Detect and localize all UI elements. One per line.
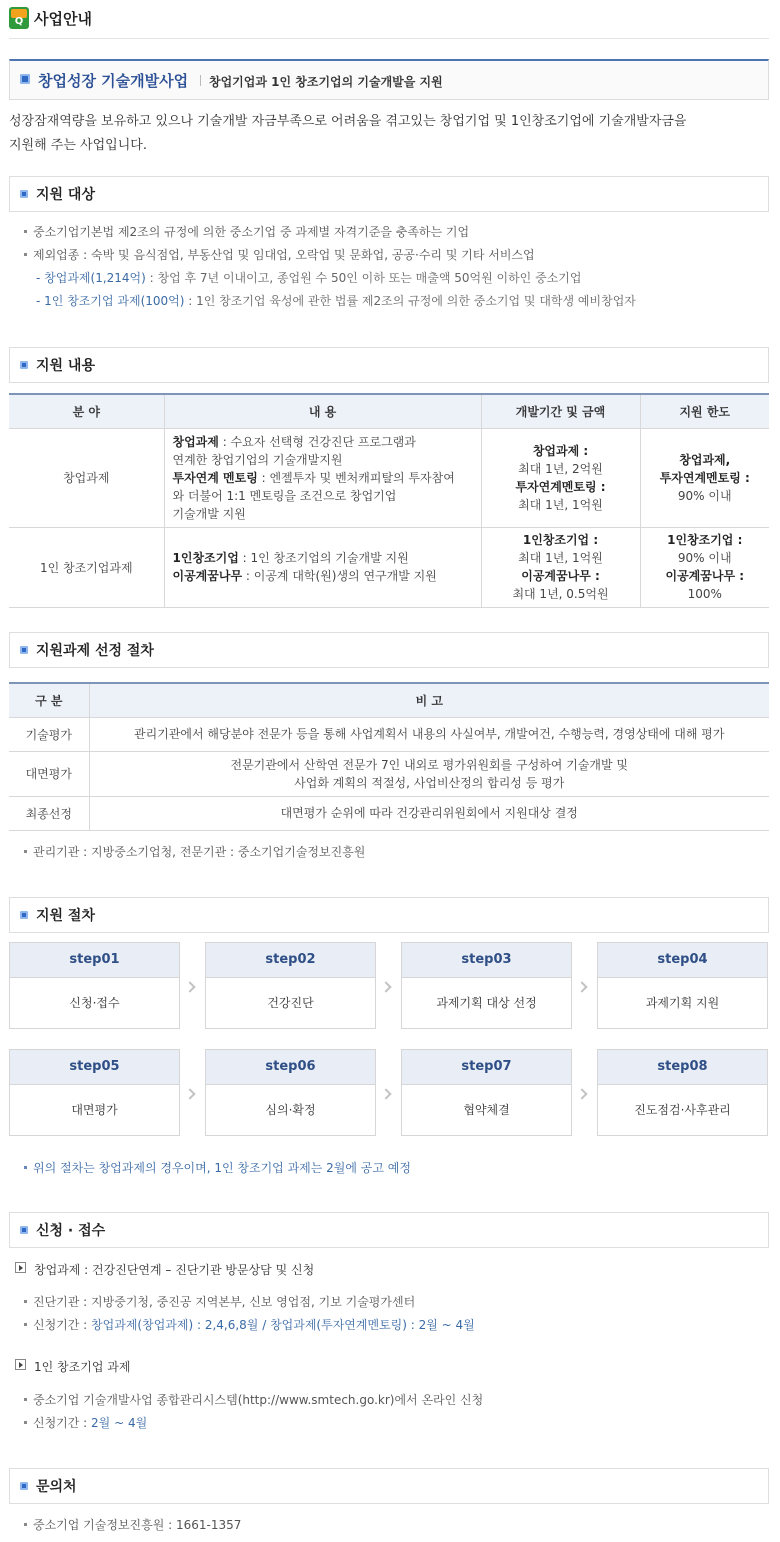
step-box: step06 심의·확정 (205, 1049, 376, 1136)
support-content-table (9, 393, 769, 608)
program-title: 창업성장 기술개발사업 (38, 72, 189, 90)
square-bullet-icon (20, 911, 28, 919)
page-title: 사업안내 (34, 10, 92, 28)
table-cell: 1인창조기업 : 90% 이내 이공계꿈나무 : 100% (640, 527, 769, 607)
note: 위의 절차는 창업과제의 경우이며, 1인 창조기업 과제는 2월에 공고 예정 (24, 1159, 411, 1176)
section-title: 지원 내용 (36, 358, 95, 374)
section-title: 신청 · 접수 (36, 1223, 106, 1239)
square-bullet-icon (20, 190, 28, 198)
logo-icon (9, 7, 29, 29)
section-support-target (9, 176, 769, 212)
square-bullet-icon (20, 1226, 28, 1234)
list-subitem: - 1인 창조기업 과제(100억) : 1인 창조기업 육성에 관한 법률 제2조의 규정에 의한 중소기업 및 대학생 예비창업자 (36, 294, 636, 308)
column-header: 비 고 (89, 683, 769, 717)
table-cell: 창업과제 : 수요자 선택형 건강진단 프로그램과 연계한 창업기업의 기술개발지원 투자연계 멘토링 : 엔젤투자 및 벤처캐피탈의 투자참여 와 더불어 1:1 멘토링을 조건으로 창업기업 기술개발 지원 (164, 428, 481, 527)
program-heading (9, 59, 769, 100)
intro-text: 성장잠재역량을 보유하고 있으나 기술개발 자금부족으로 어려움을 겪고있는 창업기업 및 1인창조기업에 기술개발자금을 지원해 주는 사업입니다. (9, 114, 687, 153)
chevron-right-icon (184, 1088, 195, 1099)
contact-item: 중소기업 기술정보진흥원 : 1661-1357 (24, 1516, 241, 1533)
section-contact (9, 1468, 769, 1504)
section-title: 지원 대상 (36, 187, 95, 203)
section-selection-process (9, 632, 769, 668)
table-row (9, 717, 769, 751)
subsection-heading: 창업과제 : 건강진단연계 – 진단기관 방문상담 및 신청 (15, 1261, 314, 1278)
square-bullet-icon (20, 646, 28, 654)
step-box: step04 과제기획 지원 (597, 942, 768, 1029)
table-cell: 기술평가 (9, 717, 89, 751)
list-item: 신청기간 : 창업과제(창업과제) : 2,4,6,8월 / 창업과제(투자연계멘토링) : 2월 ~ 4월 (24, 1316, 475, 1333)
arrow-box-icon (15, 1359, 26, 1370)
list-item: 진단기관 : 지방중기청, 중진공 지역본부, 신보 영업점, 기보 기술평가센터 (24, 1293, 415, 1310)
table-cell: 최종선정 (9, 796, 89, 830)
step-box: step02 건강진단 (205, 942, 376, 1029)
section-title: 문의처 (36, 1479, 77, 1495)
table-cell: 전문기관에서 산학연 전문가 7인 내외로 평가위원회를 구성하여 기술개발 및 사업화 계획의 적절성, 사업비산정의 합리성 등 평가 (89, 751, 769, 796)
column-header: 구 분 (9, 683, 89, 717)
table-cell: 창업과제 (9, 428, 164, 527)
divider (200, 75, 201, 86)
subsection-heading: 1인 창조기업 과제 (15, 1358, 130, 1375)
list-item: 중소기업기본법 제2조의 규정에 의한 중소기업 중 과제별 자격기준을 충족하는 기업 (24, 223, 469, 240)
chevron-right-icon (184, 981, 195, 992)
square-bullet-icon (20, 74, 30, 84)
step-box: step05 대면평가 (9, 1049, 180, 1136)
chevron-right-icon (576, 1088, 587, 1099)
table-cell: 1인창조기업 : 최대 1년, 1억원 이공계꿈나무 : 최대 1년, 0.5억원 (481, 527, 640, 607)
list-item: 제외업종 : 숙박 및 음식점업, 부동산업 및 임대업, 오락업 및 문화업, 공공·수리 및 기타 서비스업 (24, 246, 535, 263)
section-title: 지원 절차 (36, 908, 95, 924)
column-header: 개발기간 및 금액 (481, 394, 640, 428)
table-cell: 관리기관에서 해당분야 전문가 등을 통해 사업계획서 내용의 사실여부, 개발여건, 수행능력, 경영상태에 대해 평가 (89, 717, 769, 751)
table-cell: 창업과제 : 최대 1년, 2억원 투자연계멘토링 : 최대 1년, 1억원 (481, 428, 640, 527)
list-item: 중소기업 기술개발사업 종합관리시스템(http://www.smtech.go.kr)에서 온라인 신청 (24, 1391, 483, 1408)
chevron-right-icon (380, 1088, 391, 1099)
note: 관리기관 : 지방중소기업청, 전문기관 : 중소기업기술정보진흥원 (24, 843, 365, 860)
list-item: 신청기간 : 2월 ~ 4월 (24, 1414, 147, 1431)
svg-text:Q: Q (14, 16, 24, 27)
step-box: step07 협약체결 (401, 1049, 572, 1136)
column-header: 내 용 (164, 394, 481, 428)
program-subtitle: 창업기업과 1인 창조기업의 기술개발을 지원 (209, 75, 443, 89)
step-box: step03 과제기획 대상 선정 (401, 942, 572, 1029)
table-cell: 1인창조기업 : 1인 창조기업의 기술개발 지원 이공계꿈나무 : 이공계 대학(원)생의 연구개발 지원 (164, 527, 481, 607)
table-row (9, 751, 769, 796)
square-bullet-icon (20, 1482, 28, 1490)
column-header: 지원 한도 (640, 394, 769, 428)
list-subitem: - 창업과제(1,214억) : 창업 후 7년 이내이고, 종업원 수 50인 이하 또는 매출액 50억원 이하인 중소기업 (36, 271, 582, 285)
table-cell: 창업과제, 투자연계멘토링 : 90% 이내 (640, 428, 769, 527)
table-cell: 1인 창조기업과제 (9, 527, 164, 607)
step-box: step01 신청·접수 (9, 942, 180, 1029)
divider (9, 38, 769, 39)
column-header: 분 야 (9, 394, 164, 428)
section-application (9, 1212, 769, 1248)
arrow-box-icon (15, 1262, 26, 1273)
table-row (9, 527, 769, 607)
table-row (9, 796, 769, 830)
table-cell: 대면평가 순위에 따라 건강관리위원회에서 지원대상 결정 (89, 796, 769, 830)
square-bullet-icon (20, 361, 28, 369)
chevron-right-icon (576, 981, 587, 992)
selection-table (9, 682, 769, 831)
section-title: 지원과제 선정 절차 (36, 643, 154, 659)
step-box: step08 진도점검·사후관리 (597, 1049, 768, 1136)
section-support-content (9, 347, 769, 383)
section-procedure (9, 897, 769, 933)
table-row (9, 428, 769, 527)
table-cell: 대면평가 (9, 751, 89, 796)
chevron-right-icon (380, 981, 391, 992)
